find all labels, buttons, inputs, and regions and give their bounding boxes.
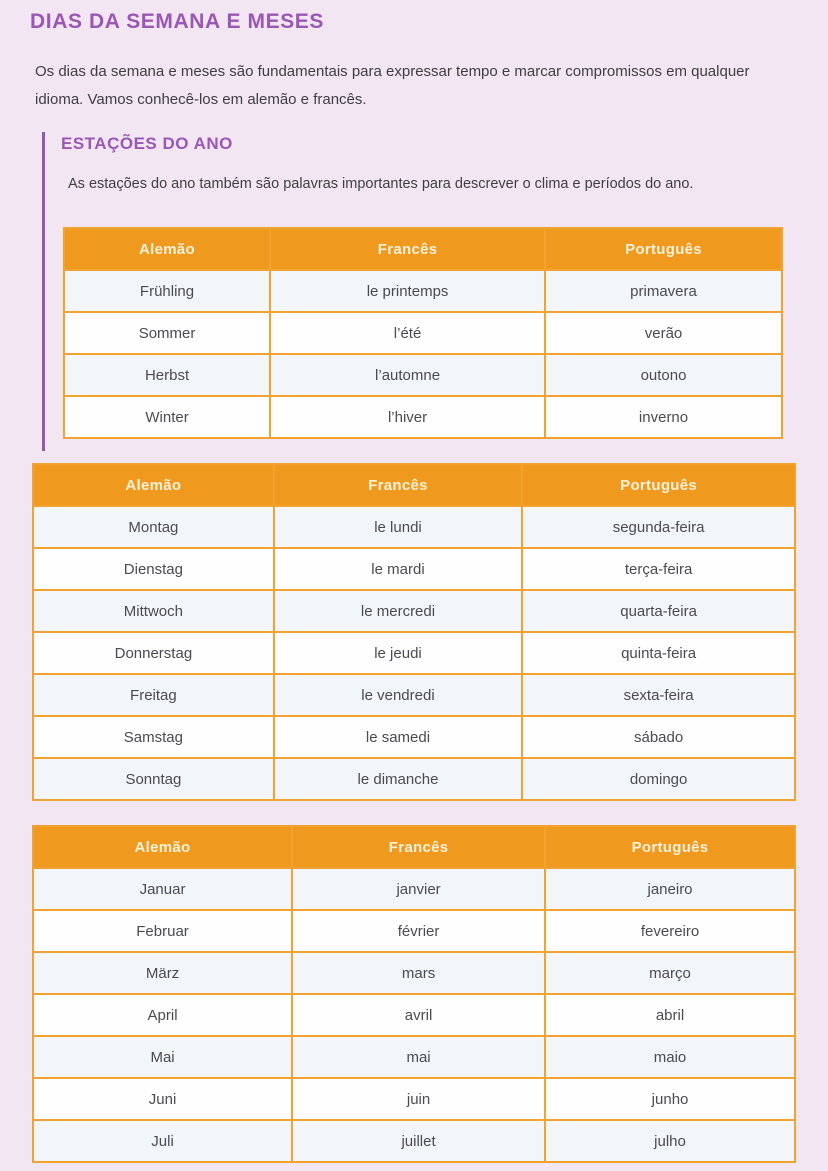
table-cell: sábado bbox=[522, 716, 795, 758]
table-row bbox=[33, 632, 795, 674]
table-cell: le mercredi bbox=[274, 590, 522, 632]
header-row bbox=[64, 228, 782, 270]
table-cell: le samedi bbox=[274, 716, 522, 758]
months-table bbox=[32, 825, 796, 1163]
table-cell: Februar bbox=[33, 910, 292, 952]
table-header bbox=[33, 464, 795, 506]
table-row bbox=[33, 548, 795, 590]
table-cell: l’hiver bbox=[270, 396, 545, 438]
table-row bbox=[64, 354, 782, 396]
table-row bbox=[33, 994, 795, 1036]
table-cell: janvier bbox=[292, 868, 545, 910]
table-cell: Samstag bbox=[33, 716, 274, 758]
column-header: Português bbox=[522, 464, 795, 506]
column-header: Francês bbox=[292, 826, 545, 868]
seasons-section bbox=[42, 132, 796, 451]
weekdays-table bbox=[32, 463, 796, 801]
table-cell: Freitag bbox=[33, 674, 274, 716]
table-cell: abril bbox=[545, 994, 795, 1036]
table-cell: April bbox=[33, 994, 292, 1036]
table-cell: le lundi bbox=[274, 506, 522, 548]
table-cell: fevereiro bbox=[545, 910, 795, 952]
table-cell: junho bbox=[545, 1078, 795, 1120]
table-row bbox=[33, 1078, 795, 1120]
header-row bbox=[33, 826, 795, 868]
column-header: Alemão bbox=[64, 228, 270, 270]
table-cell: mai bbox=[292, 1036, 545, 1078]
table-row bbox=[33, 1036, 795, 1078]
table-header bbox=[64, 228, 782, 270]
table-cell: Mittwoch bbox=[33, 590, 274, 632]
table-cell: mars bbox=[292, 952, 545, 994]
table-cell: março bbox=[545, 952, 795, 994]
table-cell: Mai bbox=[33, 1036, 292, 1078]
table-cell: verão bbox=[545, 312, 782, 354]
table-cell: Frühling bbox=[64, 270, 270, 312]
table-cell: Januar bbox=[33, 868, 292, 910]
table-cell: Dienstag bbox=[33, 548, 274, 590]
table-body bbox=[33, 868, 795, 1162]
table-header bbox=[33, 826, 795, 868]
table-row bbox=[64, 312, 782, 354]
table-cell: März bbox=[33, 952, 292, 994]
table-cell: outono bbox=[545, 354, 782, 396]
table-row bbox=[33, 1120, 795, 1162]
table-cell: domingo bbox=[522, 758, 795, 800]
column-header: Francês bbox=[270, 228, 545, 270]
table-cell: le jeudi bbox=[274, 632, 522, 674]
table-cell: Winter bbox=[64, 396, 270, 438]
table-cell: l’été bbox=[270, 312, 545, 354]
column-header: Português bbox=[545, 228, 782, 270]
table-row bbox=[33, 758, 795, 800]
table-cell: juin bbox=[292, 1078, 545, 1120]
table-cell: Donnerstag bbox=[33, 632, 274, 674]
table-row bbox=[33, 716, 795, 758]
column-header: Alemão bbox=[33, 826, 292, 868]
table-cell: Juli bbox=[33, 1120, 292, 1162]
table-cell: terça-feira bbox=[522, 548, 795, 590]
table-cell: inverno bbox=[545, 396, 782, 438]
table-row bbox=[33, 590, 795, 632]
table-row bbox=[33, 952, 795, 994]
table-body bbox=[33, 506, 795, 800]
table-cell: maio bbox=[545, 1036, 795, 1078]
header-row bbox=[33, 464, 795, 506]
column-header: Francês bbox=[274, 464, 522, 506]
table-row bbox=[33, 868, 795, 910]
table-cell: Herbst bbox=[64, 354, 270, 396]
table-cell: janeiro bbox=[545, 868, 795, 910]
table-cell: le printemps bbox=[270, 270, 545, 312]
seasons-table bbox=[63, 227, 783, 439]
column-header: Alemão bbox=[33, 464, 274, 506]
table-cell: Sommer bbox=[64, 312, 270, 354]
page-title: DIAS DA SEMANA E MESES bbox=[30, 10, 325, 33]
table-cell: julho bbox=[545, 1120, 795, 1162]
table-cell: le vendredi bbox=[274, 674, 522, 716]
section-description: As estações do ano também são palavras importantes para descrever o clima e períodos do ano. bbox=[68, 176, 694, 192]
table-row bbox=[33, 674, 795, 716]
table-cell: février bbox=[292, 910, 545, 952]
table-cell: le mardi bbox=[274, 548, 522, 590]
table-cell: primavera bbox=[545, 270, 782, 312]
table-cell: l’automne bbox=[270, 354, 545, 396]
table-row bbox=[64, 270, 782, 312]
table-row bbox=[64, 396, 782, 438]
column-header: Português bbox=[545, 826, 795, 868]
table-cell: quarta-feira bbox=[522, 590, 795, 632]
table-cell: sexta-feira bbox=[522, 674, 795, 716]
table-cell: juillet bbox=[292, 1120, 545, 1162]
table-cell: Sonntag bbox=[33, 758, 274, 800]
table-cell: avril bbox=[292, 994, 545, 1036]
table-cell: quinta-feira bbox=[522, 632, 795, 674]
table-cell: le dimanche bbox=[274, 758, 522, 800]
intro-paragraph: Os dias da semana e meses são fundamentais para expressar tempo e marcar compromissos em qualquer idioma. Vamos conhecê-los em alemão e francês. bbox=[35, 63, 750, 108]
section-title: ESTAÇÕES DO ANO bbox=[61, 134, 233, 153]
table-row bbox=[33, 506, 795, 548]
table-cell: Juni bbox=[33, 1078, 292, 1120]
table-body bbox=[64, 270, 782, 438]
table-cell: segunda-feira bbox=[522, 506, 795, 548]
table-cell: Montag bbox=[33, 506, 274, 548]
table-row bbox=[33, 910, 795, 952]
